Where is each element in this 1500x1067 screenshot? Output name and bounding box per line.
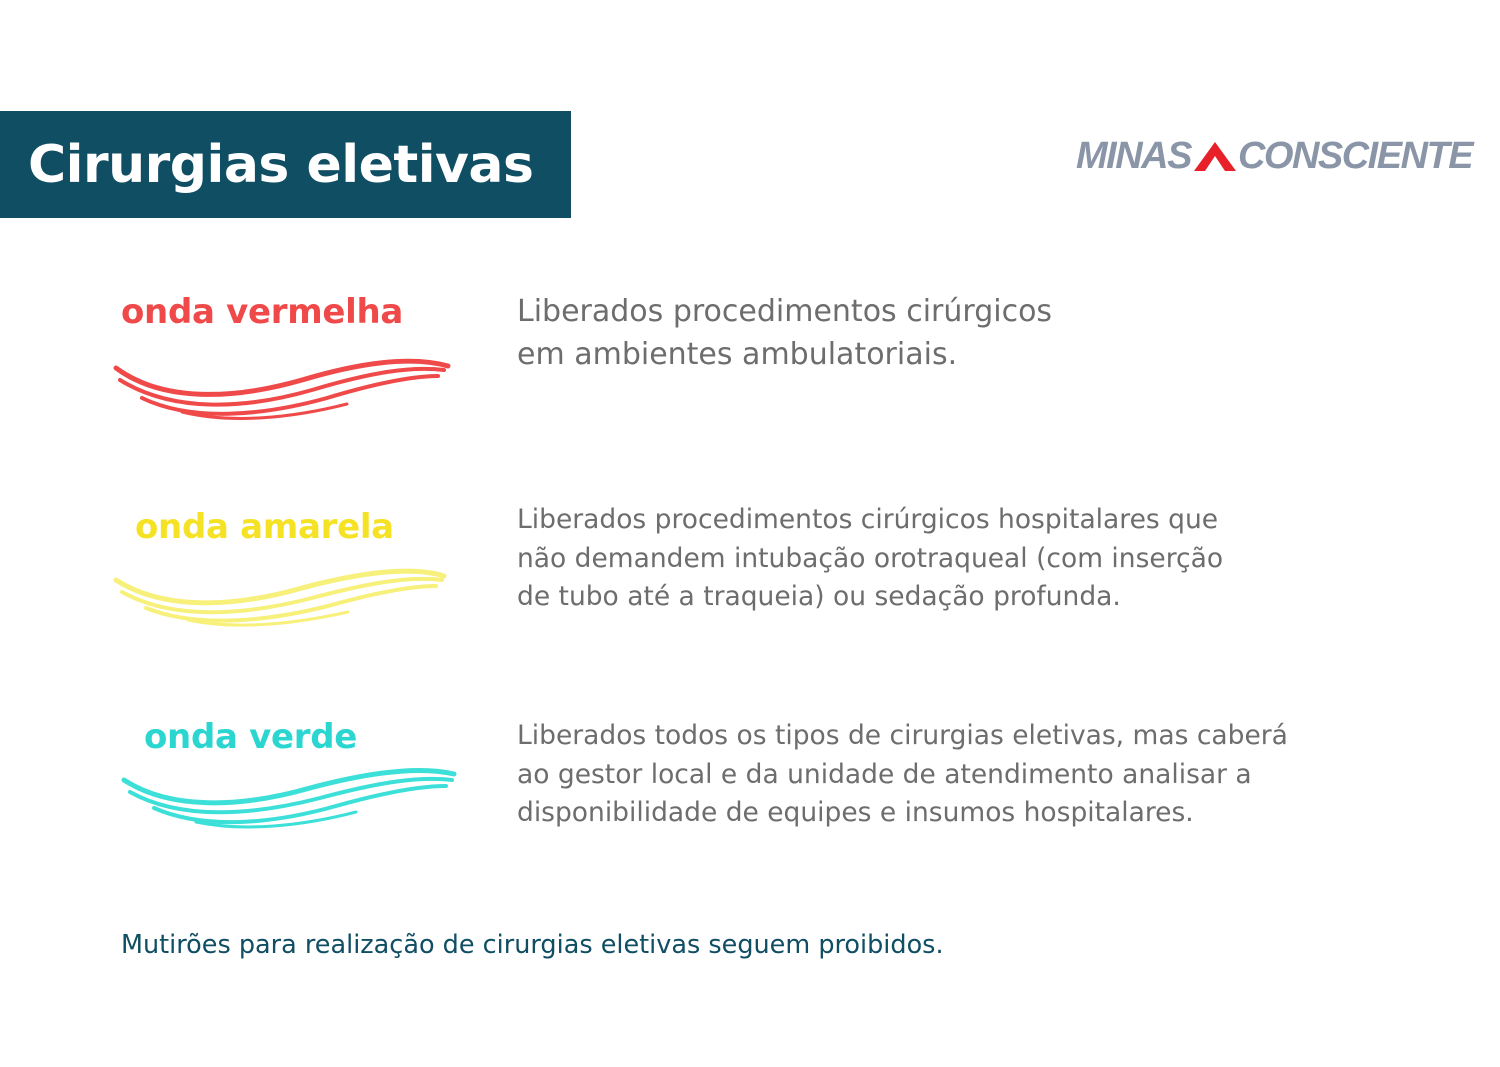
- wave-label-yellow: onda amarela: [135, 507, 394, 547]
- logo-text-consciente: CONSCIENTE: [1237, 134, 1473, 177]
- wave-description-yellow: [517, 501, 1397, 617]
- wave-label-red: onda vermelha: [121, 292, 404, 332]
- description-line: Liberados todos os tipos de cirurgias eletivas, mas caberá: [517, 720, 1288, 751]
- wave-description-green: [517, 717, 1397, 833]
- green-wave-icon: [120, 760, 460, 835]
- minas-consciente-logo: [1076, 132, 1486, 180]
- footer-note: Mutirões para realização de cirurgias eletivas seguem proibidos.: [121, 930, 944, 960]
- title-banner: [0, 111, 571, 218]
- wave-description-red: [517, 290, 1397, 376]
- wave-label-green: onda verde: [144, 717, 358, 757]
- description-line: em ambientes ambulatoriais.: [517, 337, 958, 372]
- description-line: ao gestor local e da unidade de atendimento analisar a: [517, 758, 1252, 790]
- description-line: não demandem intubação orotraqueal (com inserção: [517, 542, 1224, 574]
- description-line: disponibilidade de equipes e insumos hospitalares.: [517, 797, 1194, 828]
- logo-text-minas: MINAS: [1076, 134, 1191, 177]
- description-line: Liberados procedimentos cirúrgicos: [517, 294, 1053, 329]
- description-line: Liberados procedimentos cirúrgicos hospitalares que: [517, 504, 1219, 535]
- page-title: Cirurgias eletivas: [28, 134, 534, 195]
- description-line: de tubo até a traqueia) ou sedação profunda.: [517, 581, 1121, 612]
- red-triangle-icon: [1193, 140, 1237, 172]
- yellow-wave-icon: [112, 558, 452, 633]
- red-wave-icon: [112, 350, 452, 425]
